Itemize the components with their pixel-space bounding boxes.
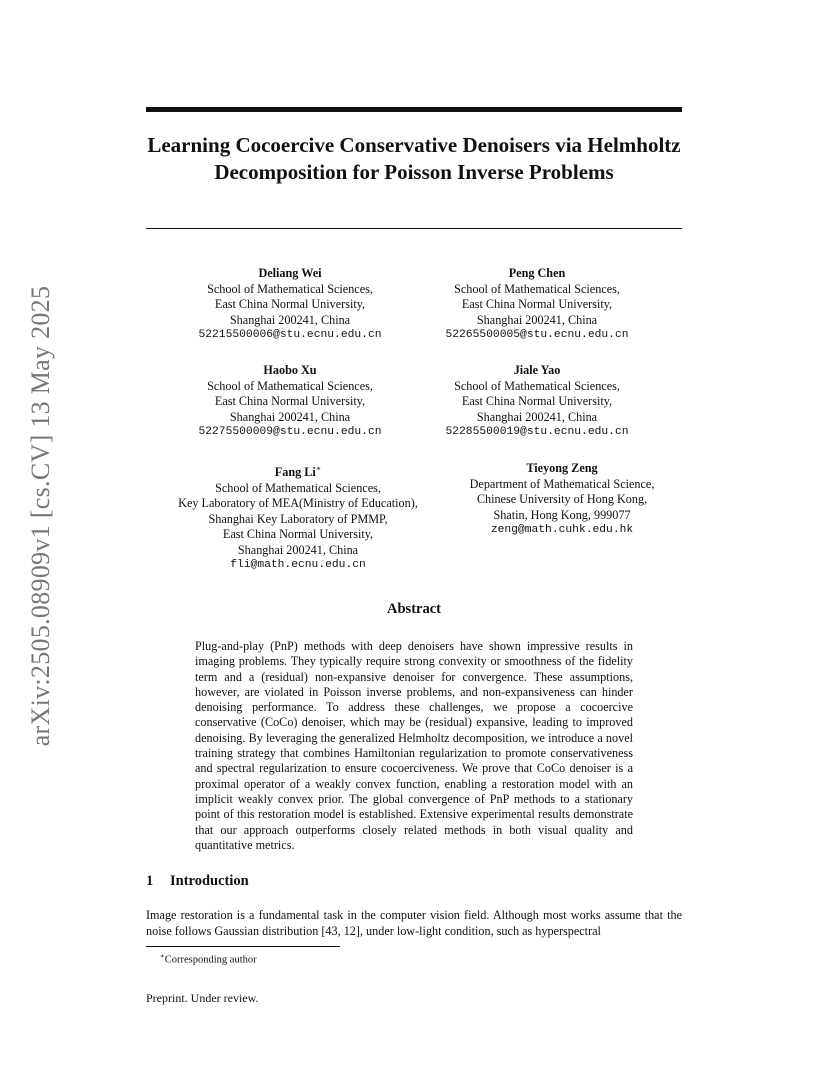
- affiliation-line: Key Laboratory of MEA(Ministry of Education),: [178, 496, 418, 511]
- affiliation-line: Shanghai 200241, China: [476, 409, 598, 424]
- affiliation-line: Shanghai 200241, China: [237, 542, 359, 557]
- title-bottom-rule: [146, 228, 682, 229]
- footnote-text: Corresponding author: [164, 954, 257, 966]
- author-name: [160, 461, 436, 481]
- affiliation-line: East China Normal University,: [461, 394, 613, 408]
- author-block: [190, 363, 390, 441]
- affiliation-line: School of Mathematical Sciences,: [207, 378, 373, 393]
- author-name: Peng Chen: [508, 266, 566, 280]
- author-email[interactable]: 52265500005@stu.ecnu.edu.cn: [445, 329, 629, 341]
- affiliation-line: Shatin, Hong Kong, 999077: [493, 507, 631, 522]
- affiliation-line: School of Mathematical Sciences,: [207, 281, 373, 296]
- affiliation-line: Shanghai Key Laboratory of PMMP,: [208, 511, 388, 526]
- author-block: [190, 266, 390, 344]
- footnote-mark: ∗: [160, 952, 165, 960]
- section-number: 1: [146, 873, 154, 889]
- author-email[interactable]: 52215500006@stu.ecnu.edu.cn: [198, 329, 382, 341]
- author-block: [452, 461, 672, 539]
- paper-title: Learning Cocoercive Conservative Denoisers via Helmholtz Decomposition for Poisson Inverse Problems: [147, 133, 681, 184]
- author-block: [160, 461, 436, 574]
- title-top-rule: [146, 107, 682, 112]
- author-name: Haobo Xu: [263, 363, 317, 377]
- footnote: [160, 950, 257, 967]
- author-email[interactable]: zeng@math.cuhk.edu.hk: [490, 524, 634, 536]
- affiliation-line: Department of Mathematical Science,: [469, 476, 655, 491]
- affiliation-line: East China Normal University,: [222, 527, 374, 542]
- affiliation-line: School of Mathematical Sciences,: [454, 378, 620, 393]
- author-block: [437, 363, 637, 441]
- affiliation-line: Shanghai 200241, China: [229, 409, 351, 424]
- affiliation-line: Shanghai 200241, China: [476, 312, 598, 327]
- section-heading: [146, 873, 249, 890]
- author-name-text: Fang Li: [274, 465, 316, 480]
- affiliation-line: East China Normal University,: [214, 297, 366, 311]
- section-title: Introduction: [170, 873, 249, 889]
- affiliation-line: School of Mathematical Sciences,: [454, 281, 620, 296]
- author-name: Tieyong Zeng: [526, 461, 598, 475]
- affiliation-line: Shanghai 200241, China: [229, 312, 351, 327]
- arxiv-identifier[interactable]: arXiv:2505.08909v1 [cs.CV] 13 May 2025: [26, 285, 55, 747]
- abstract-text: Plug-and-play (PnP) methods with deep denoisers have shown impressive results in imaging problems. They typically require strong convexity or smoothness of the fidelity term and a (residual) non-expansive denoiser for convergence. These assumptions, however, are violated in Poisson inverse problems, and non-expansiveness can hinder denoising performance. To address these challenges, we propose a cocoercive conservative (CoCo) denoiser, which may be (residual) expansive, leading to improved denoising. By leveraging the generalized Helmholtz decomposition, we introduce a novel training strategy that combines Hamiltonian regularization to promote conservativeness and spectral regularization to ensure cocoerciveness. We prove that CoCo denoiser is a proximal operator of a weakly convex function, enabling a restoration model with an implicit weakly convex prior. The global convergence of PnP methods to a stationary point of this restoration model is established. Extensive experimental results demonstrate that our approach outperforms closely related methods in both visual quality and quantitative metrics.: [195, 639, 633, 852]
- footnote-rule: [146, 946, 340, 947]
- affiliation-line: East China Normal University,: [461, 297, 613, 311]
- corresponding-author-mark[interactable]: ∗: [315, 464, 322, 473]
- author-name: Deliang Wei: [258, 266, 322, 280]
- author-block: [437, 266, 637, 344]
- affiliation-line: East China Normal University,: [214, 394, 366, 408]
- preprint-notice: Preprint. Under review.: [146, 991, 259, 1005]
- introduction-text: Image restoration is a fundamental task in the computer vision field. Although most works assume that the noise follows Gaussian distribution [43, 12], under low-light condition, such as hyperspectral: [146, 908, 682, 938]
- author-name: Jiale Yao: [513, 363, 561, 377]
- author-email[interactable]: 52285500019@stu.ecnu.edu.cn: [445, 426, 629, 438]
- author-email[interactable]: fli@math.ecnu.edu.cn: [230, 559, 366, 572]
- abstract-heading: Abstract: [387, 601, 441, 617]
- author-email[interactable]: 52275500009@stu.ecnu.edu.cn: [198, 426, 382, 438]
- affiliation-line: Chinese University of Hong Kong,: [476, 492, 648, 506]
- affiliation-line: School of Mathematical Sciences,: [215, 480, 381, 495]
